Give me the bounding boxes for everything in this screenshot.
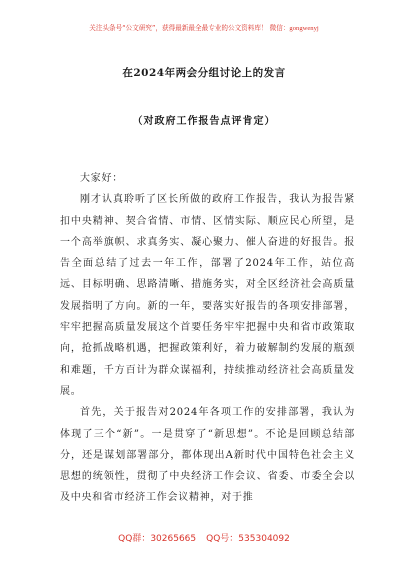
header-notice-text: 关注头条号“公文研究”，获得最新最全最专业的公文资料库！ 微信：	[89, 24, 290, 32]
header-notice	[0, 23, 408, 34]
footer-qq-number: QQ号：535304092	[206, 534, 290, 544]
document-title: 在2024年两会分组讨论上的发言	[122, 67, 286, 79]
footer-qq-group: QQ群：30265665	[118, 534, 197, 544]
header-wechat-id: gongwenyj	[289, 25, 319, 32]
paragraph-1: 刚才认真聆听了区长所做的政府工作报告，我认为报告紧扣中央精神、契合省情、市情、区情实际、顺应民心所望，是一个高举旗帜、求真务实、凝心聚力、催人奋进的好报告。报告全面总结了过去一年工作，部署了2024年工作，站位高远、目标明确、思路清晰、措施务实，对全区经济社会高质量发展指明了方向。新的一年，要落实好报告的各项安排部署，牢牢把握高质量发展这个首要任务牢牢把握中央和省市政策取向，抢抓战略机遇，把握政策利好，着力破解制约发展的瓶颈和难题，千方百计为群众谋福利，持续推动经济社会高质量发展。	[60, 194, 355, 397]
footer-contact	[0, 533, 408, 545]
document-body	[60, 168, 355, 509]
salutation: 大家好：	[80, 173, 123, 184]
paragraph-2: 首先，关于报告对2024年各项工作的安排部署，我认为体现了三个“新”。一是贯穿了“新思想”。不论是回顾总结部分，还是谋划部署部分，都体现出A新时代中国特色社会主义思想的统领性，贯彻了中央经济工作会议、省委、市委全会以及中央和省市经济工作会议精神，对于推	[60, 407, 355, 504]
document-subtitle: （对政府工作报告点评肯定）	[132, 116, 276, 127]
